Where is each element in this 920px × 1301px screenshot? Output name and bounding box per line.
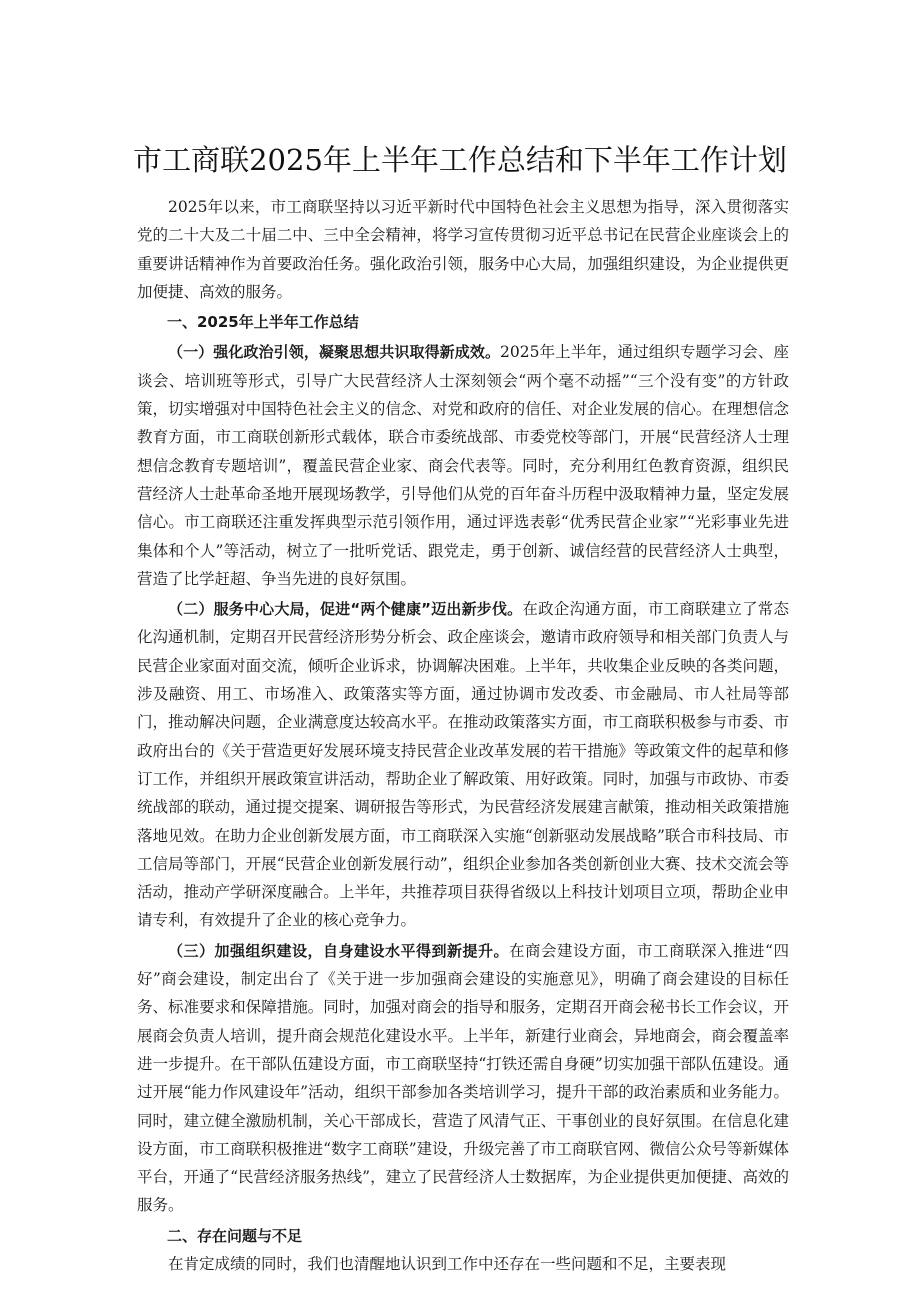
section-1-item-2 bbox=[137, 595, 789, 935]
section-1-item-1 bbox=[137, 338, 789, 593]
section-1-item-3 bbox=[137, 937, 789, 1220]
item-2-lead: （二）服务中心大局，促进“两个健康”迈出新步伐。 bbox=[168, 600, 523, 619]
item-2-text: 在政企沟通方面，市工商联建立了常态化沟通机制，定期召开民营经济形势分析会、政企座谈会，邀请市政府领导和相关部门负责人与民营企业家面对面交流，倾听企业诉求，协调解决困难。上半年，共收集企业反映的各类问题，涉及融资、用工、市场准入、政策落实等方面，通过协调市发改委、市金融局、市人社局等部门，推动解决问题，企业满意度达较高水平。在推动政策落实方面，市工商联积极参与市委、市政府出台的《关于营造更好发展环境支持民营企业改革发展的若干措施》等政策文件的起草和修订工作，并组织开展政策宣讲活动，帮助企业了解政策、用好政策。同时，加强与市政协、市委统战部的联动，通过提交提案、调研报告等形式，为民营经济发展建言献策，推动相关政策措施落地见效。在助力企业创新发展方面，市工商联深入实施“创新驱动发展战略”联合市科技局、市工信局等部门，开展“民营企业创新发展行动”，组织企业参加各类创新创业大赛、技术交流会等活动，推动产学研深度融合。上半年，共推荐项目获得省级以上科技计划项目立项，帮助企业申请专利，有效提升了企业的核心竞争力。 bbox=[137, 600, 789, 930]
intro-paragraph: 2025年以来，市工商联坚持以习近平新时代中国特色社会主义思想为指导，深入贯彻落实党的二十大及二十届二中、三中全会精神，将学习宣传贯彻习近平总书记在民营企业座谈会上的重要讲话精神作为首要政治任务。强化政治引领，服务中心大局，加强组织建设，为企业提供更加便捷、高效的服务。 bbox=[137, 198, 789, 301]
section-1-heading: 一、2025年上半年工作总结 bbox=[167, 313, 359, 332]
section-2-heading: 二、存在问题与不足 bbox=[167, 1226, 303, 1245]
section-2-paragraph: 在肯定成绩的同时，我们也清醒地认识到工作中还存在一些问题和不足，主要表现 bbox=[168, 1254, 727, 1273]
document-title: 市工商联2025年上半年工作总结和下半年工作计划 bbox=[133, 143, 787, 177]
item-1-lead: （一）强化政治引领，凝聚思想共识取得新成效。 bbox=[168, 343, 501, 362]
item-3-lead: （三）加强组织建设，自身建设水平得到新提升。 bbox=[168, 941, 510, 960]
item-1-text: 2025年上半年，通过组织专题学习会、座谈会、培训班等形式，引导广大民营经济人士深刻领会“两个毫不动摇”“三个没有变”的方针政策，切实增强对中国特色社会主义的信念、对党和政府的信任、对企业发展的信心。在理想信念教育方面，市工商联创新形式载体，联合市委统战部、市委党校等部门，开展“民营经济人士理想信念教育专题培训”，覆盖民营企业家、商会代表等。同时，充分利用红色教育资源，组织民营经济人士赴革命圣地开展现场教学，引导他们从党的百年奋斗历程中汲取精神力量，坚定发展信心。市工商联还注重发挥典型示范引领作用，通过评选表彰“优秀民营企业家”“光彩事业先进集体和个人”等活动，树立了一批听党话、跟党走，勇于创新、诚信经营的民营经济人士典型，营造了比学赶超、争当先进的良好氛围。 bbox=[137, 343, 789, 588]
item-3-text: 在商会建设方面，市工商联深入推进“四好”商会建设，制定出台了《关于进一步加强商会建设的实施意见》，明确了商会建设的目标任务、标准要求和保障措施。同时，加强对商会的指导和服务，定期召开商会秘书长工作会议，开展商会负责人培训，提升商会规范化建设水平。上半年，新建行业商会，异地商会，商会覆盖率进一步提升。在干部队伍建设方面，市工商联坚持“打铁还需自身硬”切实加强干部队伍建设。通过开展“能力作风建设年”活动，组织干部参加各类培训学习，提升干部的政治素质和业务能力。同时，建立健全激励机制，关心干部成长，营造了风清气正、干事创业的良好氛围。在信息化建设方面，市工商联积极推进“数字工商联”建设，升级完善了市工商联官网、微信公众号等新媒体平台，开通了“民营经济服务热线”，建立了民营经济人士数据库，为企业提供更加便捷、高效的服务。 bbox=[137, 941, 789, 1215]
document-body bbox=[137, 193, 789, 1278]
